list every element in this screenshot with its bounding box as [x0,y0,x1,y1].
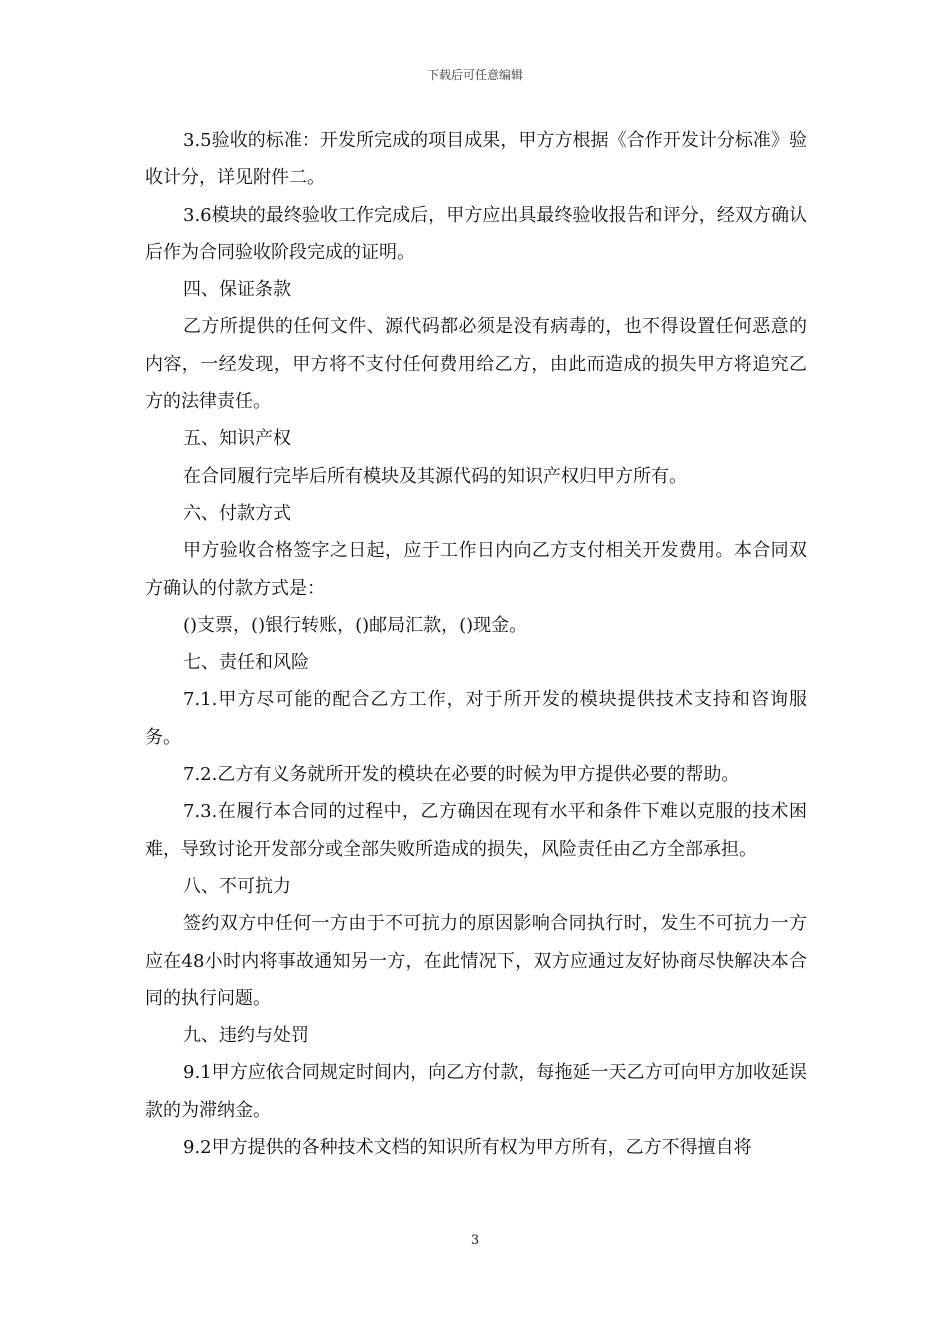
section-heading-liability: 七、责任和风险 [183,652,309,674]
paragraph-3-6: 3.6模块的最终验收工作完成后，甲方应出具最终验收报告和评分，经双方确认后作为合同验收阶段完成的证明。 [145,204,807,263]
document-body [145,122,807,1166]
section-heading-payment: 六、付款方式 [183,502,291,524]
paragraph-9-2: 9.2甲方提供的各种技术文档的知识所有权为甲方所有，乙方不得擅自将 [183,1137,752,1159]
section-heading-force-majeure: 八、不可抗力 [183,875,291,897]
paragraph-9-1: 9.1甲方应依合同规定时间内，向乙方付款，每拖延一天乙方可向甲方加收延误款的为滞纳金。 [145,1062,807,1121]
paragraph-7-3: 7.3.在履行本合同的过程中，乙方确因在现有水平和条件下难以克服的技术困难，导致讨论开发部分或全部失败所造成的损失，风险责任由乙方全部承担。 [145,801,807,860]
page-header: 下载后可任意编辑 [426,68,523,82]
section-heading-breach: 九、违约与处罚 [183,1025,309,1047]
paragraph-7-2: 7.2.乙方有义务就所开发的模块在必要的时候为甲方提供必要的帮助。 [183,764,740,786]
paragraph-guarantee: 乙方所提供的任何文件、源代码都必须是没有病毒的，也不得设置任何恶意的内容，一经发现，甲方将不支付任何费用给乙方，由此而造成的损失甲方将追究乙方的法律责任。 [145,316,807,413]
section-heading-ip: 五、知识产权 [183,428,291,450]
paragraph-force-majeure: 签约双方中任何一方由于不可抗力的原因影响合同执行时，发生不可抗力一方应在48小时内将事故通知另一方，在此情况下，双方应通过友好协商尽快解决本合同的执行问题。 [145,913,807,1009]
paragraph-7-1: 7.1.甲方尽可能的配合乙方工作，对于所开发的模块提供技术支持和咨询服务。 [145,689,807,748]
page-number: 3 [470,1233,480,1248]
paragraph-3-5: 3.5验收的标准：开发所完成的项目成果，甲方方根据《合作开发计分标准》验收计分，详见附件二。 [145,130,807,189]
paragraph-payment: 甲方验收合格签字之日起，应于工作日内向乙方支付相关开发费用。本合同双方确认的付款方式是： [145,540,807,599]
section-heading-guarantee: 四、保证条款 [183,279,291,301]
paragraph-payment-methods: ()支票，()银行转账，()邮局汇款，()现金。 [183,614,528,636]
paragraph-ip: 在合同履行完毕后所有模块及其源代码的知识产权归甲方所有。 [183,465,687,487]
